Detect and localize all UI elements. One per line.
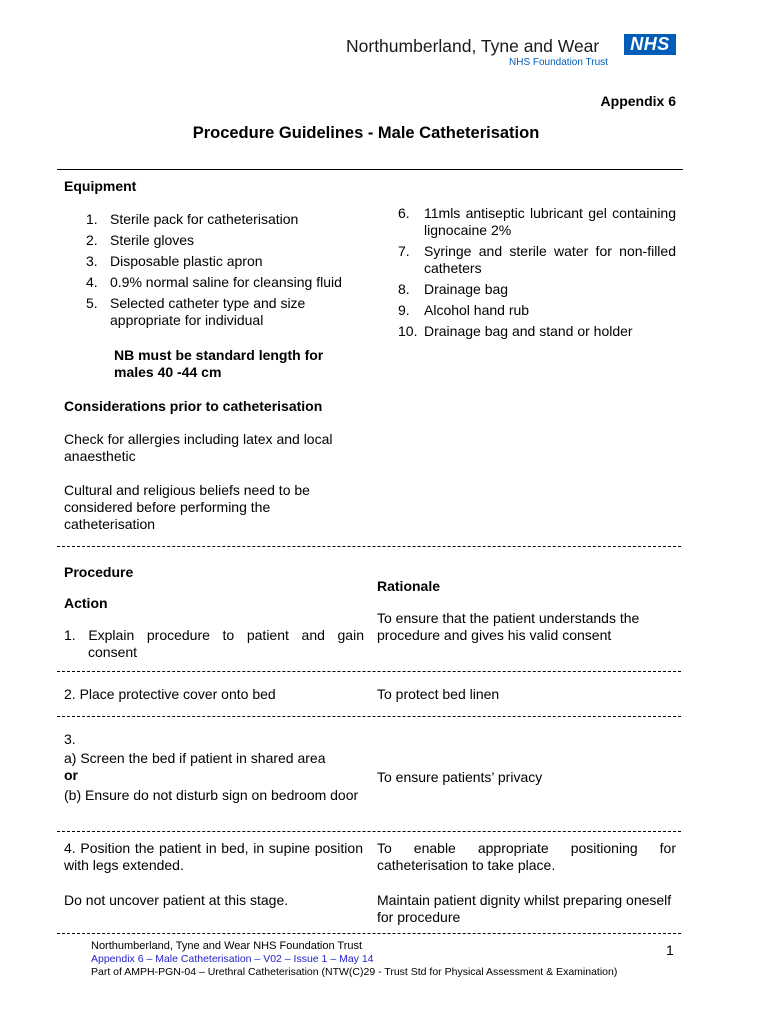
list-item: 5. Selected catheter type and size appropriate for individual	[86, 295, 306, 328]
footer-document-ref: Appendix 6 – Male Catheterisation – V02 – Issue 1 – May 14	[91, 953, 374, 965]
row-divider	[57, 831, 681, 832]
list-item: 8. Drainage bag	[398, 281, 509, 297]
equipment-heading: Equipment	[64, 178, 137, 194]
list-item: 7. Syringe and sterile water for non-filled catheters	[398, 243, 676, 276]
nb-note: NB must be standard length for males 40 -44 cm	[114, 347, 324, 380]
rationale-step-3: To ensure patients’ privacy	[377, 769, 543, 785]
rationale-step-4-note: Maintain patient dignity whilst preparing oneself for procedure	[377, 892, 672, 925]
org-subtitle: NHS Foundation Trust	[509, 57, 608, 68]
action-step-4-note: Do not uncover patient at this stage.	[64, 892, 289, 908]
action-step-3-number: 3.	[64, 731, 76, 747]
equipment-list-right	[398, 205, 676, 340]
action-heading: Action	[64, 595, 108, 611]
list-item: 10. Drainage bag and stand or holder	[398, 323, 633, 339]
rationale-step-4: To enable appropriate positioning for catheterisation to take place.	[377, 840, 676, 873]
row-divider	[57, 933, 681, 934]
row-divider	[57, 671, 681, 672]
nhs-logo	[624, 34, 676, 55]
action-step-3b: (b) Ensure do not disturb sign on bedroom door	[64, 787, 359, 803]
list-item: 1. Sterile pack for catheterisation	[86, 211, 299, 227]
row-divider	[57, 716, 681, 717]
rationale-step-1: To ensure that the patient understands the procedure and gives his valid consent	[377, 610, 640, 643]
section-divider	[57, 546, 681, 547]
title-divider	[57, 169, 683, 170]
list-item: 6. 11mls antiseptic lubricant gel containing lignocaine 2%	[398, 205, 676, 238]
action-step-3a: a) Screen the bed if patient in shared area	[64, 750, 326, 766]
action-step-2: 2. Place protective cover onto bed	[64, 686, 276, 702]
appendix-label: Appendix 6	[600, 93, 676, 109]
page-title: Procedure Guidelines - Male Catheterisation	[192, 124, 540, 142]
footer-policy-ref: Part of AMPH-PGN-04 – Urethral Catheterisation (NTW(C)29 - Trust Std for Physical Assessment & Examination)	[91, 966, 618, 978]
equipment-list-left	[86, 211, 363, 329]
footer-trust-name: Northumberland, Tyne and Wear NHS Foundation Trust	[91, 940, 363, 952]
procedure-heading: Procedure	[64, 564, 134, 580]
list-item: 9. Alcohol hand rub	[398, 302, 530, 318]
considerations-cultural: Cultural and religious beliefs need to be considered before performing the catheterisation	[64, 482, 310, 532]
action-step-3-or: or	[64, 767, 78, 783]
list-item: 4. 0.9% normal saline for cleansing fluid	[86, 274, 342, 290]
list-item: 2. Sterile gloves	[86, 232, 195, 248]
list-item: 3. Disposable plastic apron	[86, 253, 263, 269]
action-step-4: 4. Position the patient in bed, in supine position with legs extended.	[64, 840, 363, 873]
org-name: Northumberland, Tyne and Wear	[346, 36, 600, 56]
considerations-heading: Considerations prior to catheterisation	[64, 398, 323, 414]
rationale-heading: Rationale	[377, 578, 441, 594]
action-step-1: 1. Explain procedure to patient and gain consent	[64, 627, 364, 660]
nhs-logo-text: NHS	[630, 34, 670, 54]
page-number: 1	[666, 942, 674, 958]
considerations-allergies: Check for allergies including latex and local anaesthetic	[64, 431, 333, 464]
rationale-step-2: To protect bed linen	[377, 686, 500, 702]
